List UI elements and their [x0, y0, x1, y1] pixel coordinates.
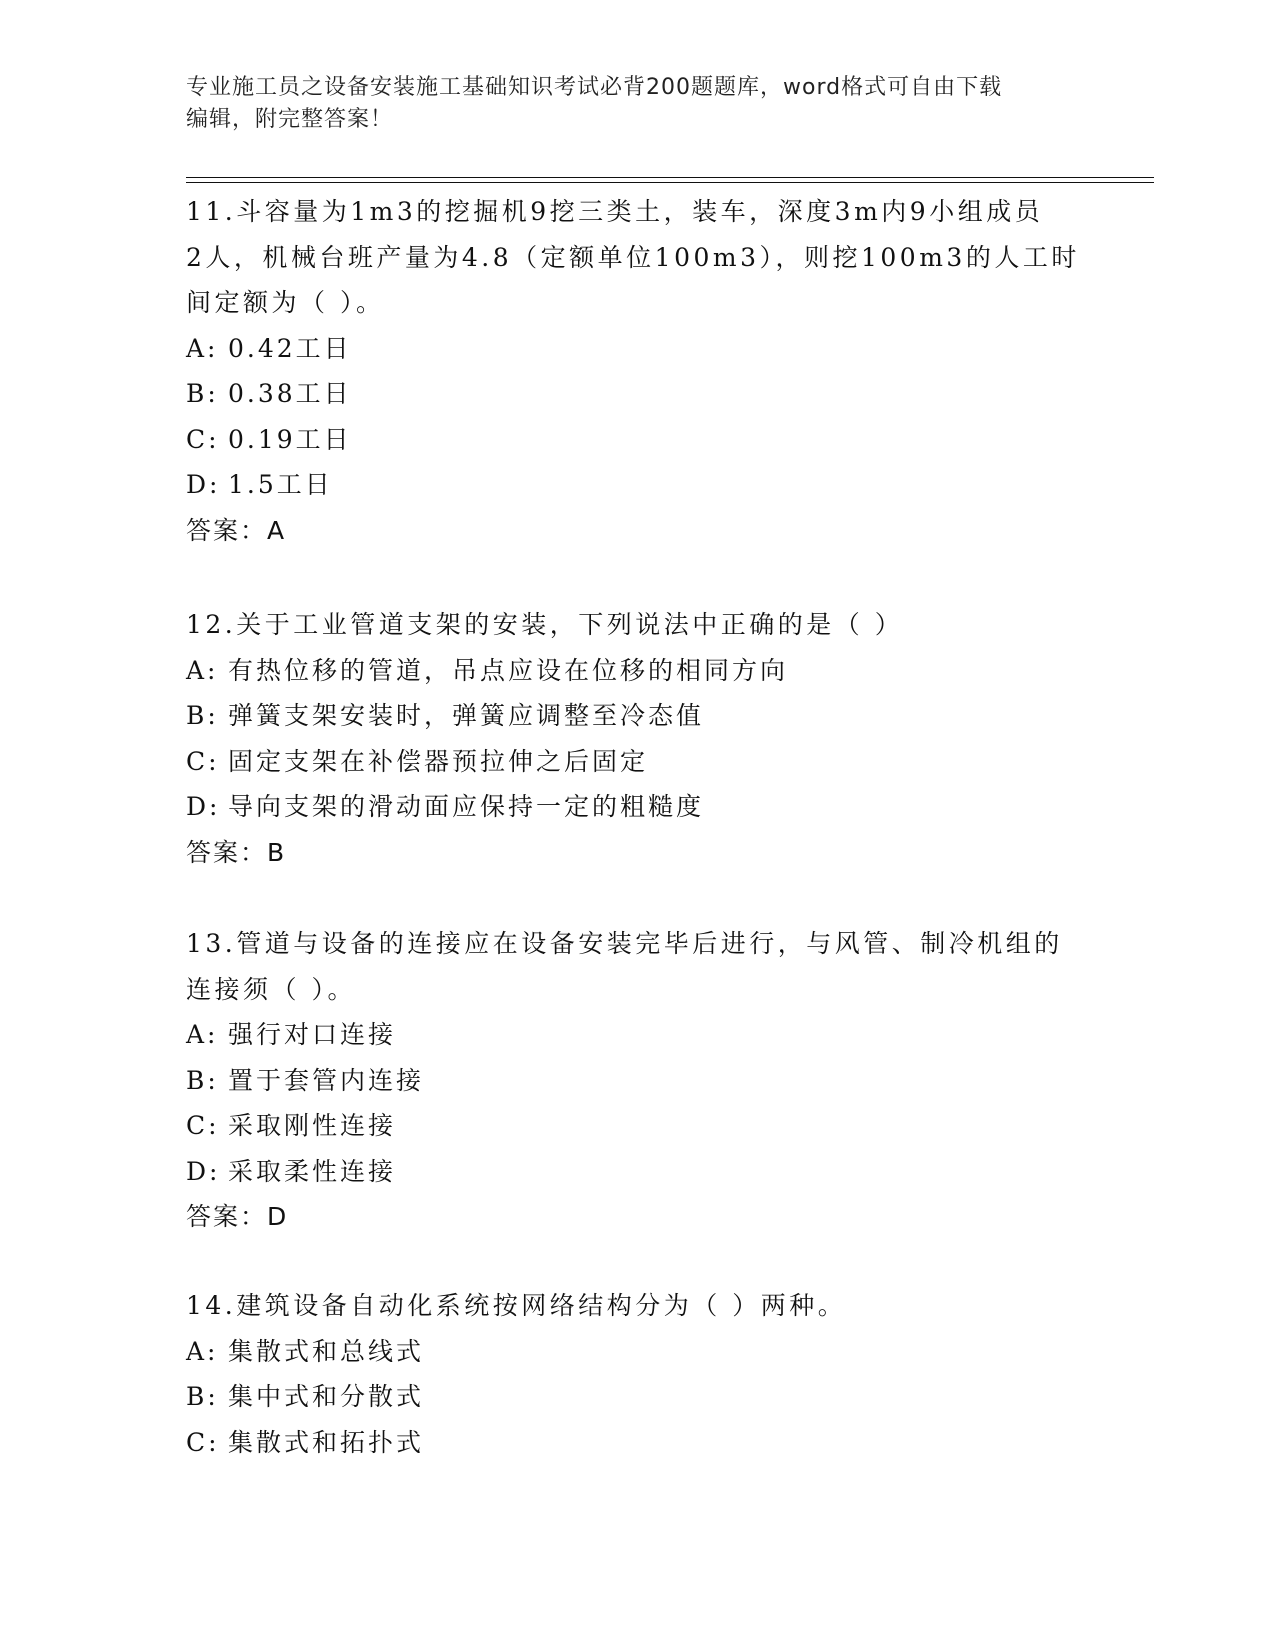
option-text: 集中式和分散式: [228, 1382, 425, 1411]
header-divider-top: [186, 177, 1154, 178]
option-a: [186, 648, 1086, 694]
option-d: [186, 784, 1086, 830]
option-text: 0.19工日: [228, 424, 352, 454]
answer-line: 答案：A: [186, 515, 287, 545]
option-letter: A:: [186, 1020, 219, 1049]
header-divider-bottom: [186, 182, 1154, 183]
option-a: [186, 1329, 1086, 1375]
option-letter: A:: [186, 655, 219, 685]
option-d: [186, 1149, 1086, 1195]
question-stem-line: 13.管道与设备的连接应在设备安装完毕后进行，与风管、制冷机组的: [186, 929, 1063, 958]
option-text: 导向支架的滑动面应保持一定的粗糙度: [228, 792, 705, 821]
answer-line: 答案：B: [186, 837, 287, 867]
option-letter: A:: [186, 333, 219, 363]
option-letter: C:: [186, 746, 220, 776]
option-letter: A:: [186, 1336, 219, 1366]
header-line-1: 专业施工员之设备安装施工基础知识考试必背200题题库，word格式可自由下载: [186, 75, 1003, 100]
option-letter: D:: [186, 1156, 221, 1186]
option-letter: B:: [186, 1382, 219, 1411]
question-stem-line: 2人，机械台班产量为4.8（定额单位100m3），则挖100m3的人工时: [186, 242, 1080, 272]
option-c: [186, 1103, 1086, 1149]
option-a: [186, 326, 1086, 372]
option-text: 采取刚性连接: [228, 1111, 397, 1140]
option-letter: B:: [186, 701, 219, 730]
option-text: 固定支架在补偿器预拉伸之后固定: [228, 746, 649, 776]
option-text: 有热位移的管道，吊点应设在位移的相同方向: [228, 655, 789, 685]
question-stem-line: 连接须（ ）。: [186, 974, 356, 1004]
option-text: 集散式和总线式: [228, 1336, 425, 1366]
question-14: [186, 1283, 1086, 1465]
option-letter: D:: [186, 470, 221, 499]
option-letter: B:: [186, 1065, 219, 1095]
option-letter: C:: [186, 424, 220, 454]
option-text: 0.38工日: [228, 379, 352, 408]
option-letter: C:: [186, 1111, 220, 1140]
option-b: [186, 693, 1086, 739]
option-letter: D:: [186, 792, 221, 821]
option-c: [186, 739, 1086, 785]
option-text: 采取柔性连接: [228, 1156, 397, 1186]
option-text: 1.5工日: [228, 470, 333, 499]
option-text: 弹簧支架安装时，弹簧应调整至冷态值: [228, 701, 705, 730]
option-c: [186, 417, 1086, 463]
document-header: [186, 72, 1086, 136]
answer-line: 答案：D: [186, 1202, 289, 1231]
option-letter: C:: [186, 1427, 220, 1457]
question-stem-line: 14.建筑设备自动化系统按网络结构分为（ ）两种。: [186, 1291, 847, 1320]
option-b: [186, 1374, 1086, 1420]
header-line-2: 编辑，附完整答案！: [186, 107, 394, 132]
question-stem-line: 间定额为（ ）。: [186, 288, 385, 317]
option-text: 置于套管内连接: [228, 1065, 425, 1095]
option-b: [186, 371, 1086, 417]
question-13: [186, 921, 1086, 1240]
option-b: [186, 1058, 1086, 1104]
option-d: [186, 462, 1086, 508]
option-text: 强行对口连接: [228, 1020, 397, 1049]
question-11: [186, 189, 1086, 553]
option-letter: B:: [186, 379, 219, 408]
option-text: 集散式和拓扑式: [228, 1427, 425, 1457]
option-text: 0.42工日: [228, 333, 352, 363]
question-stem-line: 12.关于工业管道支架的安装，下列说法中正确的是（ ）: [186, 610, 904, 639]
question-stem-line: 11.斗容量为1m3的挖掘机9挖三类土，装车，深度3m内9小组成员: [186, 197, 1044, 226]
question-12: [186, 602, 1086, 875]
option-c: [186, 1420, 1086, 1466]
option-a: [186, 1012, 1086, 1058]
